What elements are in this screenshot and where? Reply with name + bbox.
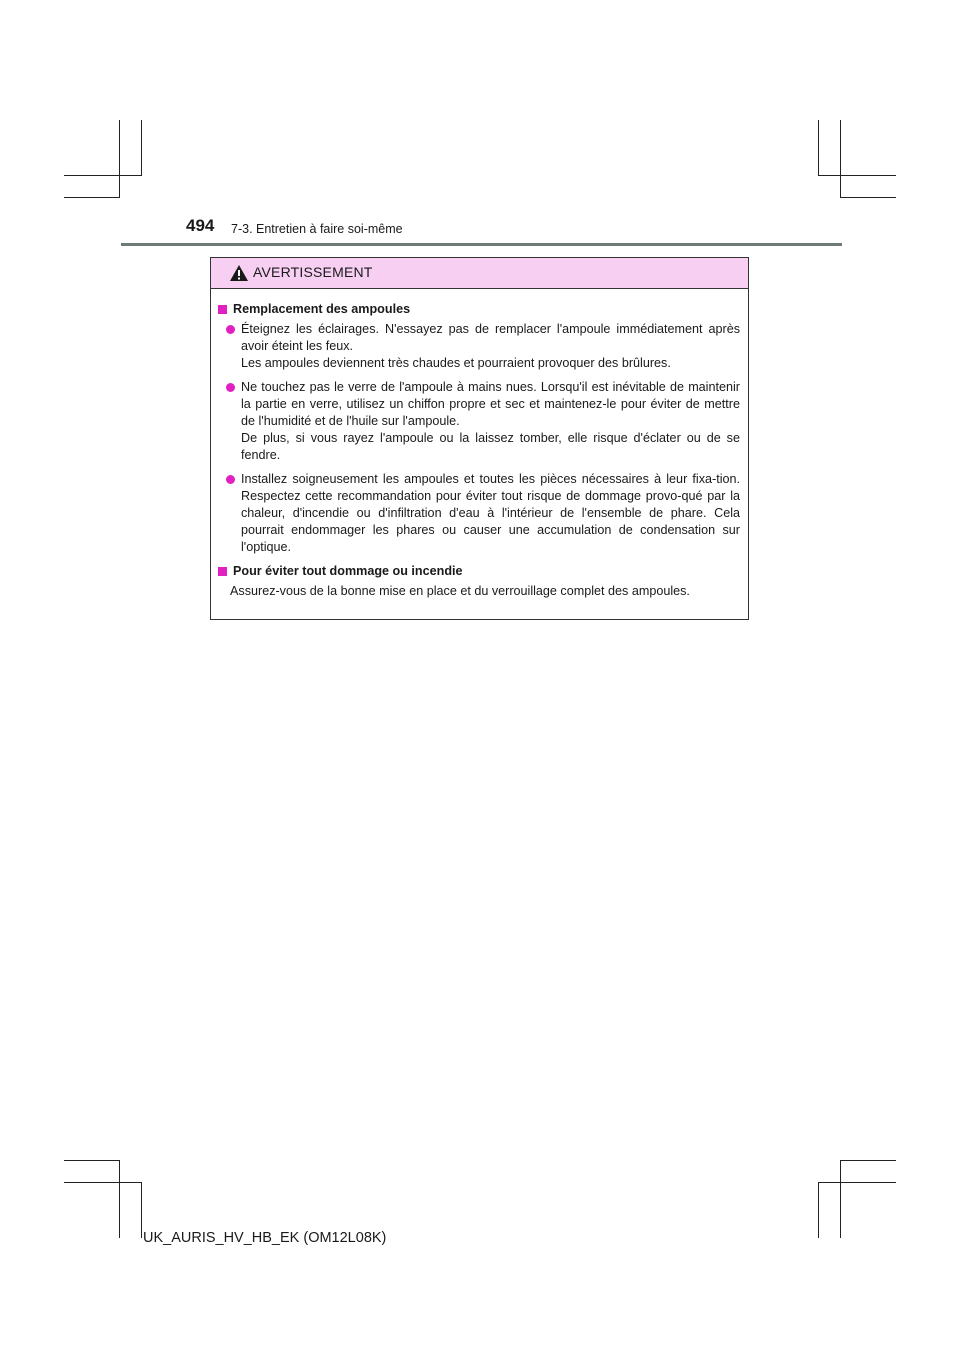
page-number: 494 xyxy=(186,216,215,235)
crop-mark xyxy=(818,1182,819,1238)
crop-mark xyxy=(818,120,819,176)
crop-mark xyxy=(840,120,841,198)
circle-bullet-icon xyxy=(226,383,235,392)
crop-mark xyxy=(64,175,141,176)
square-bullet-icon xyxy=(218,305,227,314)
bullet-text: Les ampoules deviennent très chaudes et pourraient provoquer des brûlures. xyxy=(241,356,671,370)
list-item xyxy=(226,321,740,372)
header-rule xyxy=(121,243,842,246)
section-heading xyxy=(218,563,740,580)
warning-triangle-icon xyxy=(229,264,249,282)
crop-mark xyxy=(119,1160,120,1238)
section-heading-text: Remplacement des ampoules xyxy=(233,302,411,316)
crop-mark xyxy=(840,1160,841,1238)
crop-mark xyxy=(840,197,896,198)
square-bullet-icon xyxy=(218,567,227,576)
crop-mark xyxy=(119,120,120,198)
section-heading xyxy=(218,301,740,318)
bullet-text: De plus, si vous rayez l'ampoule ou la laissez tomber, elle risque d'éclater ou de se fendre. xyxy=(241,431,740,462)
crop-mark xyxy=(818,1182,896,1183)
bullet-text: Installez soigneusement les ampoules et toutes les pièces nécessaires à leur fixa-tion. Respectez cette recommandation pour éviter tout risque de dommage provo-qué par la chaleur, d'incendie ou d'infiltration d'eau à l'intérieur de l'ensemble de phare. Cela pourrait endommager les phares ou causer une accumulation de condensation sur l'optique. xyxy=(241,472,740,554)
circle-bullet-icon xyxy=(226,475,235,484)
list-item xyxy=(226,471,740,556)
warning-box xyxy=(210,257,749,620)
crop-mark xyxy=(64,197,119,198)
warning-body xyxy=(211,289,748,600)
bullet-text: Ne touchez pas le verre de l'ampoule à mains nues. Lorsqu'il est inévitable de maintenir la partie en verre, utilisez un chiffon propre et sec et maintenez-le pour éviter de mettre de l'humidité et de l'huile sur l'ampoule. xyxy=(241,380,740,428)
crop-mark xyxy=(141,120,142,176)
section-text: Assurez-vous de la bonne mise en place et du verrouillage complet des ampoules. xyxy=(230,584,690,598)
document-code: UK_AURIS_HV_HB_EK (OM12L08K) xyxy=(143,1230,387,1246)
warning-title: AVERTISSEMENT xyxy=(253,264,373,280)
crop-mark xyxy=(141,1182,142,1238)
crop-mark xyxy=(64,1160,119,1161)
bullet-text: Éteignez les éclairages. N'essayez pas de remplacer l'ampoule immédiatement après avoir éteint les feux. xyxy=(241,322,740,353)
section-heading-text: Pour éviter tout dommage ou incendie xyxy=(233,564,463,578)
crop-mark xyxy=(840,1160,896,1161)
crop-mark xyxy=(64,1182,141,1183)
crop-mark xyxy=(818,175,896,176)
warning-header xyxy=(211,258,748,289)
circle-bullet-icon xyxy=(226,325,235,334)
section-title: 7-3. Entretien à faire soi-même xyxy=(231,222,403,236)
list-item xyxy=(226,379,740,464)
